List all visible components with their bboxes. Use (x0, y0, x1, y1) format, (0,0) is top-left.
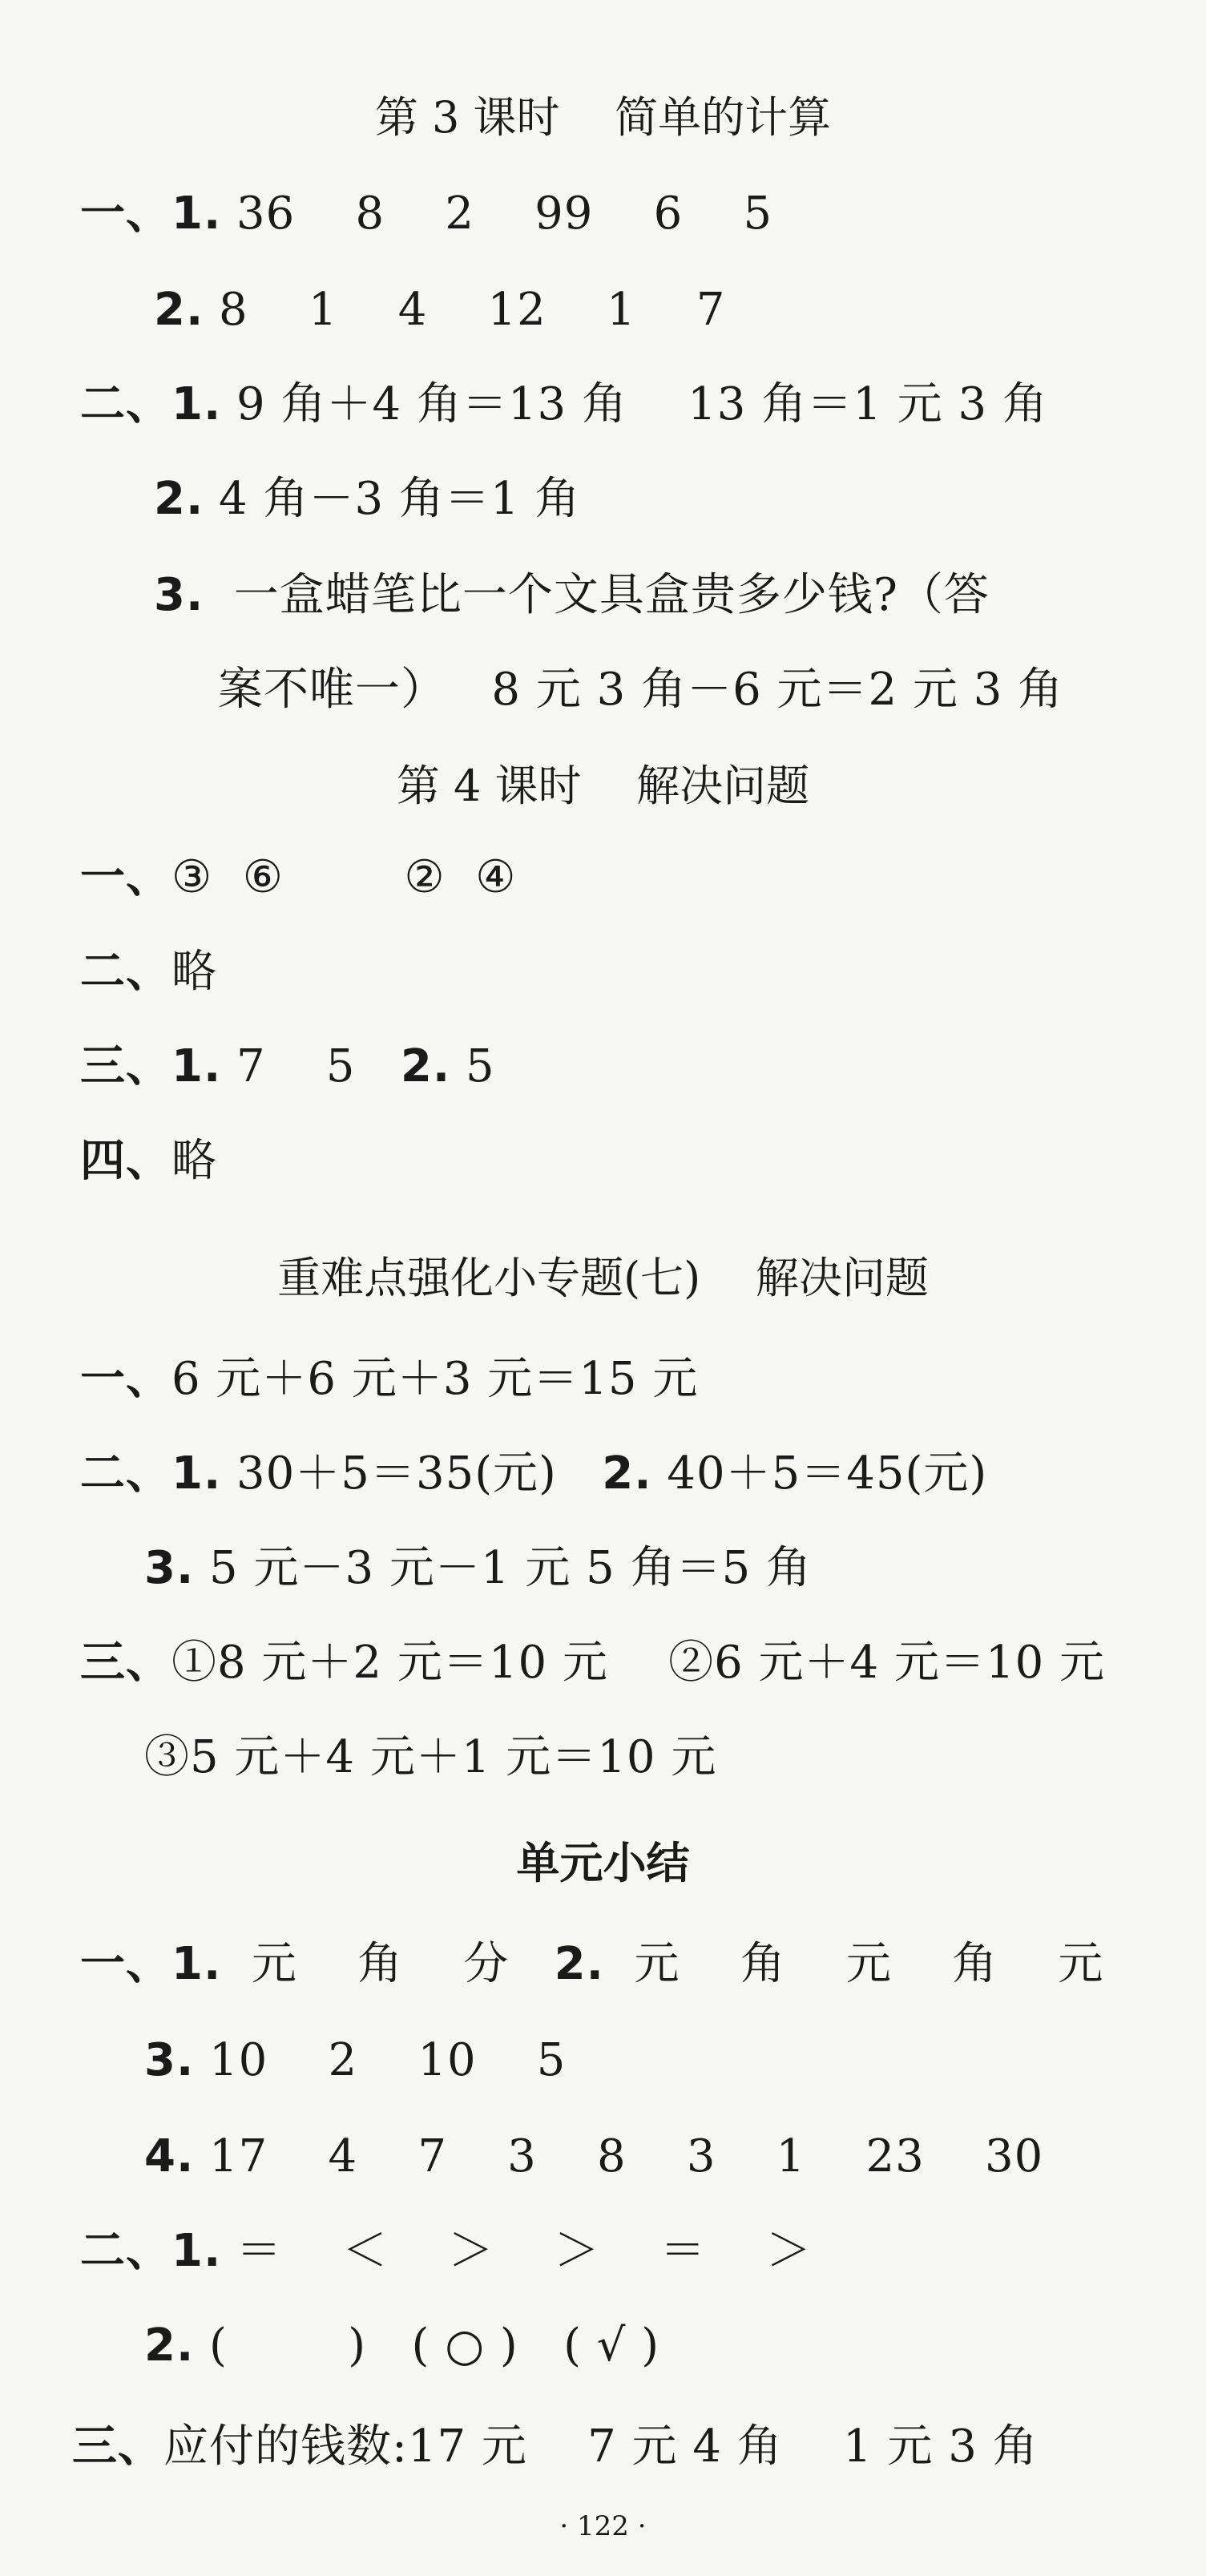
question-marker: 2. (400, 1040, 451, 1092)
answer-line (80, 2223, 812, 2279)
answer-text: 略 (171, 946, 217, 998)
section-title-special-topic: 重难点强化小专题(七) 解决问题 (277, 1253, 929, 1303)
answer-text: 6 元＋6 元＋3 元＝15 元 (171, 1353, 699, 1405)
answer-line (72, 2419, 1039, 2475)
question-marker: 二、 (80, 946, 171, 998)
answer-text: 元 角 分 (221, 1938, 555, 1990)
page-number: · 122 · (559, 2510, 647, 2542)
question-marker: 2. (554, 1938, 604, 1990)
answer-text: 4 角－3 角＝1 角 (204, 473, 581, 525)
answer-line (154, 567, 990, 624)
question-marker: 2. (154, 473, 204, 525)
answer-line (80, 1039, 495, 1095)
question-marker: 4. (144, 2130, 195, 2182)
question-marker: 2. (154, 284, 204, 336)
question-marker: 一、 (80, 851, 171, 903)
answer-text: 36 8 2 99 6 5 (221, 188, 773, 240)
answer-line-continued: 案不唯一） 8 元 3 角－6 元＝2 元 3 角 (218, 664, 1064, 716)
answer-text: 9 角＋4 角＝13 角 13 角＝1 元 3 角 (221, 378, 1048, 430)
answer-line (80, 1635, 1105, 1691)
answer-line (80, 1351, 698, 1407)
answer-text: 17 4 7 3 8 3 1 23 30 (194, 2130, 1044, 2182)
question-marker: 一、 (80, 1353, 171, 1405)
question-marker: 二、1. (80, 1447, 222, 1500)
question-marker: 二、1. (80, 2225, 222, 2277)
answer-text: ＝ ＜ ＞ ＞ ＝ ＞ (221, 2225, 813, 2277)
question-marker: 3. (144, 2034, 195, 2086)
section-title-lesson3: 第 3 课时 简单的计算 (374, 92, 832, 143)
answer-line (80, 850, 516, 906)
section-title-unit-summary: 单元小结 (516, 1838, 690, 1888)
answer-text: 5 (450, 1040, 495, 1092)
answer-line (80, 186, 772, 242)
question-marker: 3. (154, 569, 204, 621)
answer-line (80, 377, 1048, 433)
answer-text: 8 1 4 12 1 7 (204, 284, 726, 336)
answer-line (144, 2033, 566, 2089)
question-marker: 一、1. (80, 188, 222, 240)
answer-text: 元 角 元 角 元 (603, 1938, 1104, 1990)
answer-text: 一盒蜡笔比一个文具盒贵多少钱?（答 (204, 569, 990, 621)
answer-text: ①8 元＋2 元＝10 元 ②6 元＋4 元＝10 元 (171, 1637, 1106, 1689)
answer-text: 略 (171, 1135, 217, 1187)
answer-text: 应付的钱数:17 元 7 元 4 角 1 元 3 角 (163, 2421, 1039, 2473)
answer-line (154, 471, 580, 527)
question-marker: 一、1. (80, 1938, 222, 1990)
question-marker: 三、 (72, 2421, 163, 2473)
answer-line (144, 2318, 659, 2374)
answer-line (154, 282, 725, 338)
question-marker: 3. (144, 1542, 195, 1594)
question-marker: 二、1. (80, 378, 222, 430)
answer-text: 40＋5＝45(元) (651, 1447, 988, 1500)
answer-text: ( ) ( ○ ) ( √ ) (194, 2320, 660, 2372)
section-title-lesson4: 第 4 课时 解决问题 (396, 761, 810, 811)
answer-line (144, 2129, 1043, 2185)
answer-line (80, 1133, 217, 1189)
question-marker: 三、1. (80, 1040, 222, 1092)
question-marker: 2. (144, 2320, 195, 2372)
answer-line (80, 1936, 1103, 1993)
answer-text: 5 元－3 元－1 元 5 角＝5 角 (194, 1542, 812, 1594)
answer-line-continued: ③5 元＋4 元＋1 元＝10 元 (144, 1731, 717, 1783)
answer-line (80, 944, 217, 1000)
question-marker: 2. (602, 1447, 652, 1500)
answer-text: 30＋5＝35(元) (221, 1447, 603, 1500)
answer-line (144, 1540, 812, 1597)
question-marker: 四、 (80, 1135, 171, 1187)
answer-text: 7 5 (221, 1040, 401, 1092)
question-marker: 三、 (80, 1637, 171, 1689)
answer-line (80, 1446, 987, 1502)
answer-text: ③ ⑥ ② ④ (171, 851, 517, 903)
answer-text: 10 2 10 5 (194, 2034, 567, 2086)
